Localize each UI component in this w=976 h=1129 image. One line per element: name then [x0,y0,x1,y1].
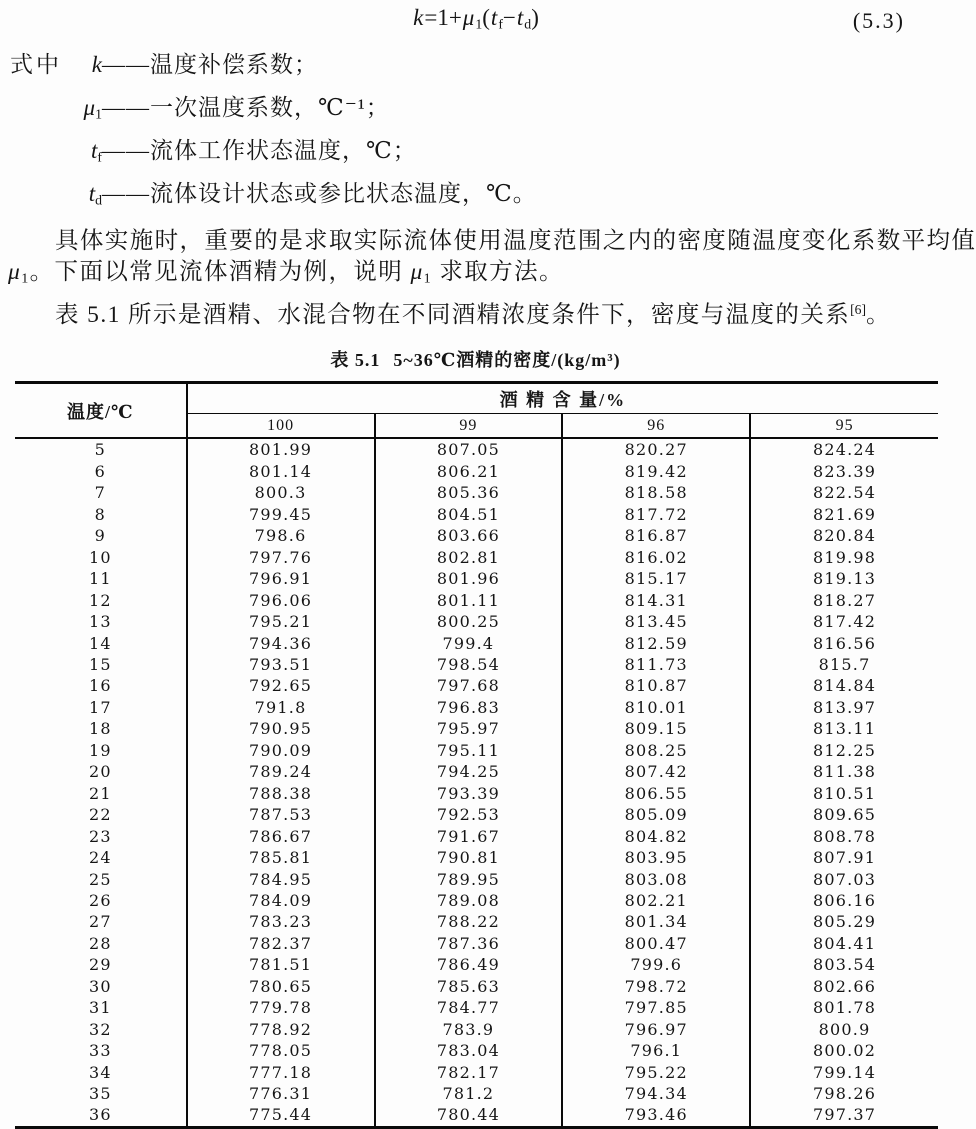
temperature-cell: 15 [88,654,112,674]
density-cell: 804.41 [750,933,938,954]
temperature-cell: 26 [88,890,112,910]
density-cell: 797.68 [375,675,563,696]
citation-marker: [6] [850,302,867,318]
density-cell: 807.05 [375,438,563,460]
density-cell: 796.1 [562,1040,750,1061]
temperature-cell: 17 [88,697,112,717]
var-td: t [516,5,524,30]
density-cell: 817.42 [750,611,938,632]
density-cell: 819.13 [750,568,938,589]
temperature-cell: 29 [88,955,112,975]
paren-close: ) [531,5,539,30]
temperature-cell: 8 [94,504,107,524]
density-cell: 822.54 [750,482,938,503]
density-cell: 795.11 [375,740,563,761]
density-cell: 788.22 [375,911,563,932]
density-cell: 784.95 [187,869,375,890]
density-cell: 823.39 [750,461,938,482]
temperature-column-header: 温度/℃ [15,383,187,439]
density-cell: 791.8 [187,697,375,718]
temperature-cell: 30 [88,976,112,996]
density-cell: 793.39 [375,783,563,804]
density-cell: 789.08 [375,890,563,911]
density-cell: 794.25 [375,761,563,782]
temperature-cell: 5 [94,440,107,460]
temperature-cell: 13 [88,612,112,632]
temperature-cell: 35 [88,1084,112,1104]
density-cell: 805.29 [750,911,938,932]
var-mu-subscript: 1 [475,16,483,32]
definition-description: ——流体工作状态温度，℃； [102,137,417,163]
density-cell: 798.6 [187,525,375,546]
density-cell: 787.36 [375,933,563,954]
density-cell: 800.9 [750,1019,938,1040]
density-cell: 790.81 [375,847,563,868]
density-cell: 800.02 [750,1040,938,1061]
density-cell: 796.97 [562,1019,750,1040]
definition-description: ——一次温度系数，℃⁻¹； [102,94,390,120]
density-cell: 795.97 [375,718,563,739]
table-row [15,954,938,975]
density-cell: 809.65 [750,804,938,825]
density-cell: 803.54 [750,954,938,975]
temperature-cell: 33 [88,1041,112,1061]
table-row [15,869,938,890]
density-cell: 790.95 [187,718,375,739]
density-cell: 801.11 [375,590,563,611]
density-cell: 813.11 [750,718,938,739]
density-table-wrapper [15,381,938,1129]
temperature-cell: 23 [88,826,112,846]
density-cell: 782.17 [375,1062,563,1083]
density-cell: 799.45 [187,504,375,525]
density-cell: 778.05 [187,1040,375,1061]
table-row [15,697,938,718]
density-cell: 783.23 [187,911,375,932]
density-cell: 784.77 [375,997,563,1018]
table-row [15,525,938,546]
density-cell: 811.73 [562,654,750,675]
table-row [15,740,938,761]
table-header-row-group [15,383,938,414]
density-cell: 796.06 [187,590,375,611]
table-row [15,804,938,825]
density-cell: 784.09 [187,890,375,911]
temperature-cell: 28 [88,933,112,953]
term-symbol: μ [83,94,96,120]
density-cell: 786.49 [375,954,563,975]
density-cell: 801.34 [562,911,750,932]
definition-term [62,133,102,176]
table-row [15,847,938,868]
density-cell: 790.09 [187,740,375,761]
table-row [15,1019,938,1040]
density-cell: 804.82 [562,826,750,847]
table-row [15,718,938,739]
density-cell: 797.37 [750,1104,938,1127]
paragraph-text: 具体实施时，重要的是求取实际流体使用温度范围之内的密度随温度变化系数平均值 [55,227,976,254]
density-cell: 785.81 [187,847,375,868]
density-cell: 802.66 [750,976,938,997]
equation-operator: =1+ [424,5,462,30]
density-cell: 811.38 [750,761,938,782]
density-cell: 783.04 [375,1040,563,1061]
density-cell: 801.99 [187,438,375,460]
table-row [15,675,938,696]
definition-term [62,47,102,90]
density-cell: 779.78 [187,997,375,1018]
density-cell: 816.02 [562,547,750,568]
temperature-cell: 9 [94,526,107,546]
table-row [15,568,938,589]
density-cell: 792.53 [375,804,563,825]
variable-definitions [0,47,951,219]
definition-description: ——温度补偿系数； [102,52,318,77]
density-cell: 806.21 [375,461,563,482]
density-cell: 808.25 [562,740,750,761]
table-row [15,911,938,932]
definition-tf [0,133,951,176]
paren-open: ( [482,5,490,30]
paragraph-text: 求取方法。 [432,258,564,285]
density-cell: 803.95 [562,847,750,868]
equation-number: (5.3) [852,8,905,33]
table-row [15,438,938,460]
table-caption [0,346,951,372]
density-cell: 806.16 [750,890,938,911]
density-cell: 812.59 [562,633,750,654]
table-caption-text: 5~36℃酒精的密度/(kg/m³) [393,350,621,371]
density-cell: 813.45 [562,611,750,632]
density-cell: 818.58 [562,482,750,503]
var-mu-subscript: 1 [21,270,30,287]
temperature-cell: 19 [88,740,112,760]
density-cell: 792.65 [187,675,375,696]
density-cell: 810.01 [562,697,750,718]
density-cell: 799.6 [562,954,750,975]
table-row [15,997,938,1018]
density-cell: 807.03 [750,869,938,890]
density-cell: 799.14 [750,1062,938,1083]
density-cell: 787.53 [187,804,375,825]
definition-description: ——流体设计状态或参比状态温度，℃。 [102,180,537,206]
density-cell: 785.63 [375,976,563,997]
paragraph-text: 。 [866,302,891,329]
density-cell: 814.84 [750,675,938,696]
temperature-cell: 7 [94,483,107,503]
density-cell: 814.31 [562,590,750,611]
temperature-cell: 31 [88,998,112,1018]
table-row [15,890,938,911]
table-row [15,1104,938,1127]
temperature-cell: 32 [88,1019,112,1039]
var-k: k [413,5,424,30]
density-cell: 816.87 [562,525,750,546]
temperature-cell: 14 [88,633,112,653]
density-cell: 815.7 [750,654,938,675]
density-cell: 789.24 [187,761,375,782]
table-row [15,1040,938,1061]
term-subscript: 1 [95,106,102,122]
density-cell: 780.44 [375,1104,563,1127]
density-cell: 797.85 [562,997,750,1018]
density-cell: 810.51 [750,783,938,804]
temperature-cell: 16 [88,676,112,696]
body-paragraphs [0,226,976,332]
density-cell: 794.34 [562,1083,750,1104]
density-cell: 804.51 [375,504,563,525]
paragraph-text: 。下面以常见流体酒精为例，说明 [29,258,411,285]
var-tf-subscript: f [498,16,503,32]
density-cell: 789.95 [375,869,563,890]
definition-term [62,90,102,133]
column-header-100: 100 [187,414,375,439]
density-cell: 805.09 [562,804,750,825]
temperature-cell: 36 [88,1105,112,1125]
density-cell: 782.37 [187,933,375,954]
density-cell: 799.4 [375,633,563,654]
var-td-subscript: d [524,16,532,32]
term-subscript: d [95,192,102,208]
density-cell: 802.21 [562,890,750,911]
definition-k [0,47,951,90]
density-cell: 801.78 [750,997,938,1018]
table-row [15,654,938,675]
var-mu: μ [462,5,475,30]
density-cell: 824.24 [750,438,938,460]
density-cell: 800.25 [375,611,563,632]
density-cell: 812.25 [750,740,938,761]
alcohol-content-group-header: 酒 精 含 量/% [187,383,938,414]
var-mu-subscript: 1 [423,270,433,287]
density-cell: 800.3 [187,482,375,503]
density-cell: 810.87 [562,675,750,696]
temperature-cell: 34 [88,1062,112,1082]
density-cell: 781.2 [375,1083,563,1104]
table-body [15,438,938,1127]
table-row [15,826,938,847]
density-cell: 819.98 [750,547,938,568]
temperature-cell: 21 [88,783,112,803]
density-cell: 813.97 [750,697,938,718]
density-cell: 795.21 [187,611,375,632]
table-row [15,633,938,654]
density-cell: 802.81 [375,547,563,568]
density-cell: 815.17 [562,568,750,589]
minus-sign: − [502,5,516,30]
density-cell: 793.51 [187,654,375,675]
density-cell: 796.91 [187,568,375,589]
density-cell: 803.08 [562,869,750,890]
table-row [15,461,938,482]
density-cell: 801.14 [187,461,375,482]
density-cell: 797.76 [187,547,375,568]
density-cell: 818.27 [750,590,938,611]
term-symbol: t [91,137,98,163]
term-subscript: f [97,149,102,165]
density-cell: 798.26 [750,1083,938,1104]
density-table [15,381,938,1129]
density-cell: 794.36 [187,633,375,654]
table-row [15,504,938,525]
density-cell: 805.36 [375,482,563,503]
density-cell: 803.66 [375,525,563,546]
density-cell: 819.42 [562,461,750,482]
density-cell: 786.67 [187,826,375,847]
column-header-96: 96 [562,414,750,439]
table-row [15,590,938,611]
table-row [15,976,938,997]
density-cell: 775.44 [187,1104,375,1127]
density-cell: 798.72 [562,976,750,997]
density-cell: 798.54 [375,654,563,675]
density-cell: 788.38 [187,783,375,804]
table-row [15,1083,938,1104]
temperature-cell: 24 [88,848,112,868]
density-cell: 807.91 [750,847,938,868]
density-cell: 820.27 [562,438,750,460]
density-cell: 801.96 [375,568,563,589]
density-cell: 793.46 [562,1104,750,1127]
density-cell: 795.22 [562,1062,750,1083]
paragraph-implementation-line2 [8,257,945,295]
column-header-99: 99 [375,414,563,439]
temperature-cell: 11 [88,569,112,589]
density-cell: 783.9 [375,1019,563,1040]
equation-expression [412,5,539,30]
density-cell: 816.56 [750,633,938,654]
density-cell: 800.47 [562,933,750,954]
paragraph-table-reference [8,294,945,331]
term-symbol: k [91,52,102,77]
term-symbol: t [88,180,96,206]
table-row [15,611,938,632]
table-row [15,482,938,503]
density-cell: 778.92 [187,1019,375,1040]
definition-mu1 [0,90,951,133]
density-cell: 809.15 [562,718,750,739]
paragraph-implementation-line1 [8,226,976,257]
density-cell: 791.67 [375,826,563,847]
table-row [15,1062,938,1083]
temperature-cell: 27 [88,912,112,932]
table-row [15,547,938,568]
density-cell: 808.78 [750,826,938,847]
temperature-cell: 12 [88,590,112,610]
density-cell: 781.51 [187,954,375,975]
var-mu: μ [8,258,22,285]
var-mu: μ [410,258,424,285]
table-row [15,933,938,954]
temperature-cell: 25 [88,869,112,889]
table-row [15,761,938,782]
paragraph-text: 表 5.1 所示是酒精、水混合物在不同酒精浓度条件下，密度与温度的关系 [55,302,851,329]
density-cell: 796.83 [375,697,563,718]
density-cell: 820.84 [750,525,938,546]
definitions-intro-label: 式中 [10,52,62,77]
density-cell: 776.31 [187,1083,375,1104]
density-cell: 817.72 [562,504,750,525]
temperature-cell: 20 [88,762,112,782]
density-cell: 780.65 [187,976,375,997]
definition-term [62,176,102,219]
density-cell: 807.42 [562,761,750,782]
column-header-95: 95 [750,414,938,439]
temperature-cell: 10 [88,547,112,567]
table-row [15,783,938,804]
temperature-cell: 18 [88,719,112,739]
table-caption-label: 表 5.1 [330,350,381,371]
density-cell: 821.69 [750,504,938,525]
temperature-cell: 22 [88,805,112,825]
equation-5-3 [0,0,951,38]
density-cell: 777.18 [187,1062,375,1083]
var-tf: t [490,5,498,30]
definition-td [0,176,951,219]
temperature-cell: 6 [94,461,107,481]
density-cell: 806.55 [562,783,750,804]
